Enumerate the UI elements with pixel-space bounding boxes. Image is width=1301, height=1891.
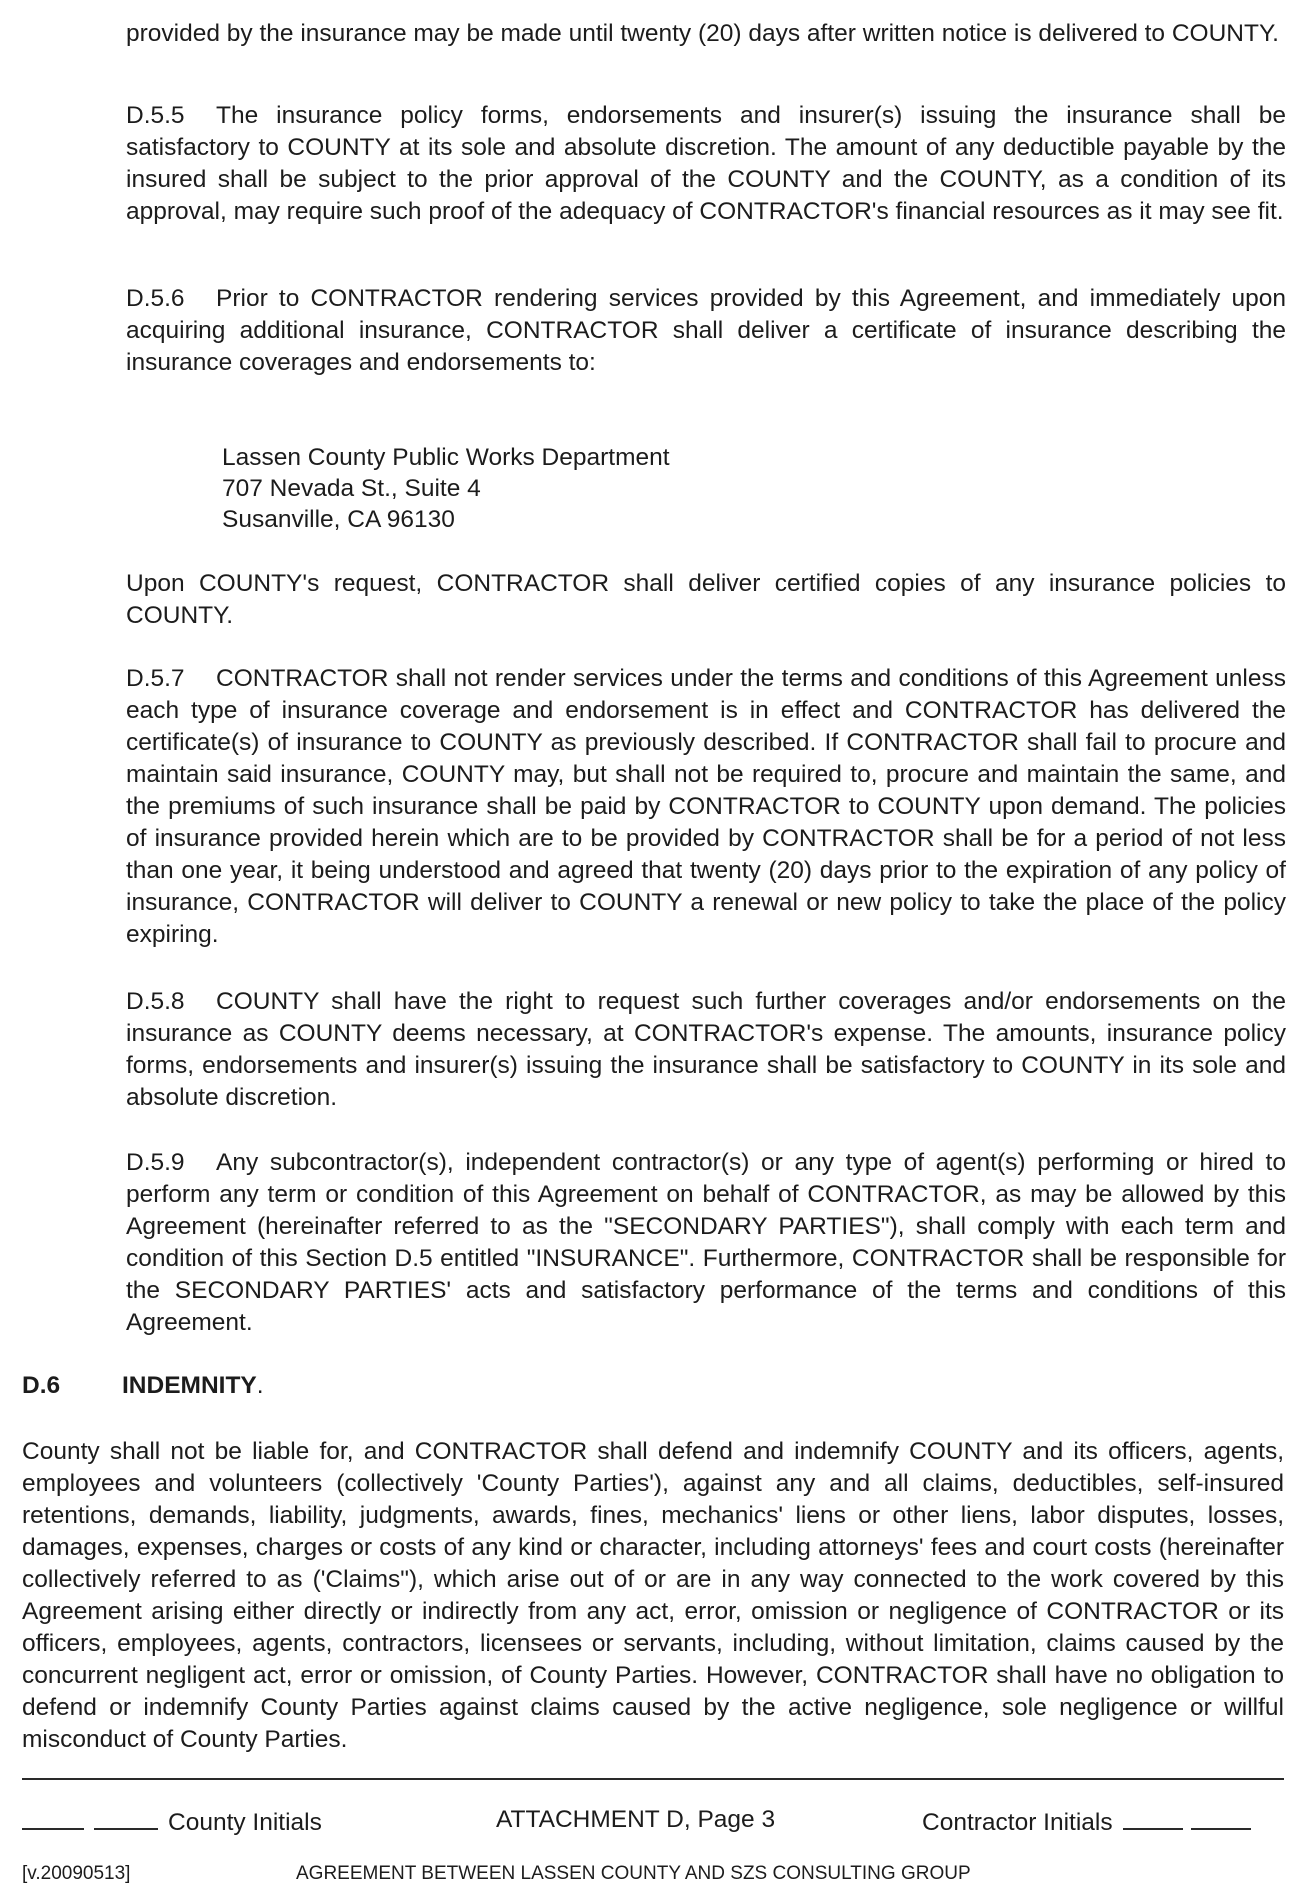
section-number: D.5.6 <box>126 285 185 312</box>
section-text: Any subcontractor(s), independent contractor(s) or any type of agent(s) performing or hired to perform any term or condition of this Agreement on behalf of CONTRACTOR, as may be allowed by this Agreement (hereinafter referred to as the "SECONDARY PARTIES"), shall comply with each term and condition of this Section D.5 entitled "INSURANCE". Furthermore, CONTRACTOR shall be responsible for the SECONDARY PARTIES' acts and satisfactory performance of the terms and conditions of this Agreement. <box>126 1149 1286 1336</box>
county-initials-label: County Initials <box>168 1809 322 1836</box>
heading-punctuation: . <box>256 1372 264 1399</box>
paragraph-text: County shall not be liable for, and CONTRACTOR shall defend and indemnify COUNTY and its officers, agents, employees and volunteers (collectively 'County Parties'), against any and all claims, deductibles, self-insured retentions, demands, liability, judgments, awards, fines, mechanics' liens or other liens, labor disputes, losses, damages, expenses, charges or costs of any kind or character, including attorneys' fees and court costs (hereinafter collectively referred to as ('Claims"), which arise out of or are in any way connected to the work covered by this Agreement arising either directly or indirectly from any act, error, omission or negligence of CONTRACTOR or its officers, employees, agents, contractors, licensees or servants, including, without limitation, claims caused by the concurrent negligent act, error or omission, of County Parties. However, CONTRACTOR shall have no obligation to defend or indemnify County Parties against claims caused by the active negligence, sole negligence or willful misconduct of County Parties. <box>22 1438 1284 1753</box>
agreement-title: AGREEMENT BETWEEN LASSEN COUNTY AND SZS CONSULTING GROUP <box>296 1863 971 1884</box>
paragraph-text: Upon COUNTY's request, CONTRACTOR shall deliver certified copies of any insurance policies to COUNTY. <box>126 570 1286 629</box>
section-d-6-title <box>122 1370 264 1402</box>
footer-divider <box>22 1778 1284 1780</box>
address-line: Susanville, CA 96130 <box>222 506 455 533</box>
contractor-initials-block <box>922 1804 1251 1839</box>
address-line: 707 Nevada St., Suite 4 <box>222 475 481 502</box>
page-label: ATTACHMENT D, Page 3 <box>496 1806 776 1833</box>
section-d-5-5 <box>126 100 1286 228</box>
county-initials-blank-2[interactable] <box>94 1804 158 1830</box>
section-number: D.5.5 <box>126 102 185 129</box>
carryover-paragraph <box>126 18 1286 50</box>
certified-copies-paragraph <box>126 568 1286 632</box>
county-initials-block <box>22 1804 322 1839</box>
section-d-5-7 <box>126 663 1286 951</box>
section-d-5-6 <box>126 283 1286 379</box>
heading-text: INDEMNITY <box>122 1372 257 1399</box>
contractor-initials-label: Contractor Initials <box>922 1809 1113 1836</box>
section-d-5-8 <box>126 986 1286 1114</box>
county-initials-blank-1[interactable] <box>22 1804 84 1830</box>
mailing-address <box>222 442 670 535</box>
section-number: D.5.7 <box>126 665 185 692</box>
section-number: D.5.9 <box>126 1149 185 1176</box>
section-text: CONTRACTOR shall not render services under the terms and conditions of this Agreement unless each type of insurance coverage and endorsement is in effect and CONTRACTOR has delivered the certificate(s) of insurance to COUNTY as previously described. If CONTRACTOR shall fail to procure and maintain said insurance, COUNTY may, but shall not be required to, procure and maintain the same, and the premiums of such insurance shall be paid by CONTRACTOR to COUNTY upon demand. The policies of insurance provided herein which are to be provided by CONTRACTOR shall be for a period of not less than one year, it being understood and agreed that twenty (20) days prior to the expiration of any policy of insurance, CONTRACTOR will deliver to COUNTY a renewal or new policy to take the place of the policy expiring. <box>126 665 1286 948</box>
contractor-initials-blank-1[interactable] <box>1123 1804 1183 1830</box>
contractor-initials-blank-2[interactable] <box>1191 1804 1251 1830</box>
section-text: The insurance policy forms, endorsements and insurer(s) issuing the insurance shall be satisfactory to COUNTY at its sole and absolute discretion. The amount of any deductible payable by the insured shall be subject to the prior approval of the COUNTY and the COUNTY, as a condition of its approval, may require such proof of the adequacy of CONTRACTOR's financial resources as it may see fit. <box>126 102 1286 225</box>
carryover-text: provided by the insurance may be made until twenty (20) days after written notice is delivered to COUNTY. <box>126 20 1279 47</box>
section-number: D.5.8 <box>126 988 185 1015</box>
section-text: Prior to CONTRACTOR rendering services provided by this Agreement, and immediately upon acquiring additional insurance, CONTRACTOR shall deliver a certificate of insurance describing the insurance coverages and endorsements to: <box>126 285 1286 376</box>
indemnity-paragraph <box>22 1436 1284 1756</box>
section-text: COUNTY shall have the right to request such further coverages and/or endorsements on the insurance as COUNTY deems necessary, at CONTRACTOR's expense. The amounts, insurance policy forms, endorsements and insurer(s) issuing the insurance shall be satisfactory to COUNTY in its sole and absolute discretion. <box>126 988 1286 1111</box>
section-d-5-9 <box>126 1147 1286 1339</box>
address-line: Lassen County Public Works Department <box>222 444 670 471</box>
version-label: [v.20090513] <box>22 1863 131 1884</box>
section-d-6-number: D.6 <box>22 1372 61 1399</box>
